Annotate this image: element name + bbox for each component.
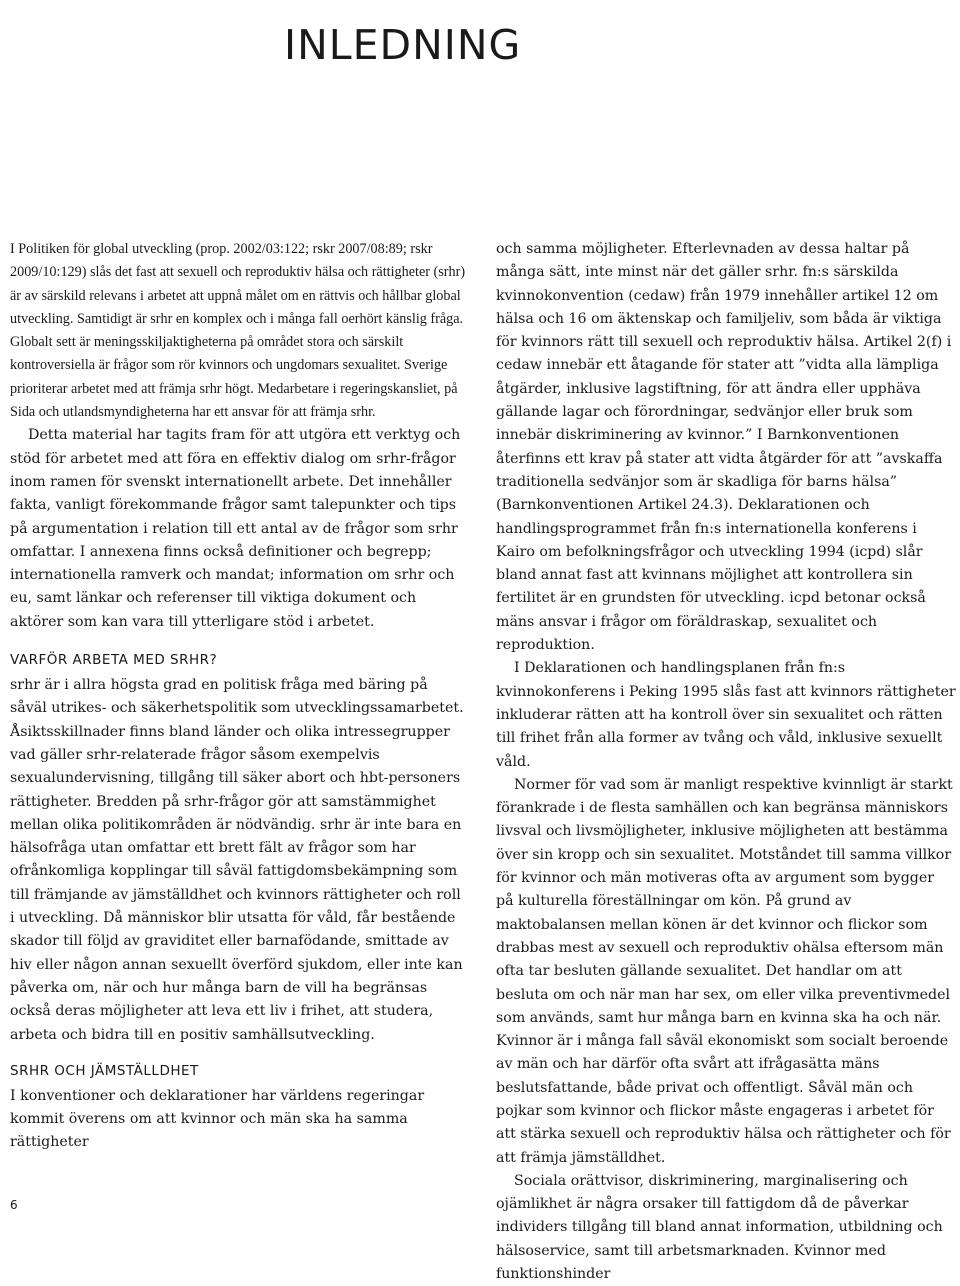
equality-paragraph-start: I konventioner och deklarationer har världens regeringar kommit överens om att kvinnor och män ska ha samma rättigheter	[10, 1087, 425, 1151]
equality-paragraph-continued: och samma möjligheter. Efterlevnaden av dessa haltar på många sätt, inte minst när det gäller srhr. fn:s särskilda kvinnokonvention (cedaw) från 1979 innehåller artikel 12 om hälsa och 16 om äktenskap och familjeliv, som båda är viktiga för kvinnors rätt till sexuell och reproduktiv hälsa. Artikel 2(f) i cedaw innebär ett åtagande för stater att ”vidta alla lämpliga åtgärder, inklusive lagstiftning, för att ändra eller upphäva gällande lagar och förordningar, sedvänjor eller bruk som innebär diskriminering av kvinnor.” I Barnkonventionen återfinns ett krav på stater att vidta åtgärder för att ”avskaffa traditionella sedvänjor som är skadliga för barns hälsa” (Barnkonventionen Artikel 24.3). Deklarationen och handlingsprogrammet från fn:s internationella konferens i Kairo om befolkningsfrågor och utveckling 1994 (icpd) slår bland annat fast att kvinnans möjlighet att kontrollera sin fertilitet är en grundsten för utveckling. icpd betonar också mäns ansvar i frågor om föräldraskap, sexualitet och reproduktion.	[496, 241, 952, 654]
section-heading-why-srhr: VARFÖR ARBETA MED SRHR?	[10, 652, 218, 669]
left-column	[10, 238, 466, 1155]
social-injustice-paragraph: Sociala orättvisor, diskriminering, marginalisering och ojämlikhet är några orsaker till fattigdom då de påverkar individers tillgång till bland annat information, utbildning och hälsoservice, samt till arbetsmarknaden. Kvinnor med funktionshinder	[496, 1172, 943, 1283]
purpose-paragraph: Detta material har tagits fram för att utgöra ett verktyg och stöd för arbetet med att föra en effektiv dialog om srhr-frågor inom ramen för svenskt internationellt arbete. Det innehåller fakta, vanligt förekommande frågor samt talepunkter och tips på argumentation i relation till ett antal av de frågor som srhr omfattar. I annexena finns också definitioner och begrepp; internationella ramverk och mandat; information om srhr och eu, samt länkar och referenser till viktiga dokument och aktörer som kan vara till ytterligare stöd i arbetet.	[10, 427, 461, 630]
intro-paragraph: I Politiken för global utveckling (prop. 2002/03:122; rskr 2007/08:89; rskr 2009/10:129) slås det fast att sexuell och reproduktiv hälsa och rättigheter (srhr) är av särskild relevans i arbetet att uppnå målet om en rättvis och hållbar global utveckling. Samtidigt är srhr en komplex och i många fall oerhört känslig fråga. Globalt sett är meningsskiljaktigheterna på området stora och särskilt kontroversiella är frågor som rör kvinnors och ungdomars sexualitet. Sverige prioriterar arbetet med att främja srhr högt. Medarbetare i regeringskansliet, på Sida och utlandsmyndigheterna har ett ansvar för att främja srhr.	[10, 241, 466, 421]
page-title: INLEDNING	[284, 21, 522, 70]
page-number: 6	[10, 1198, 18, 1212]
norms-paragraph: Normer för vad som är manligt respektive kvinnligt är starkt förankrade i de flesta samhällen och kan begränsa människors livsval och livsmöjligheter, inklusive möjligheten att bestämma över sin kropp och sin sexualitet. Motståndet till samma villkor för kvinnor och män motiveras ofta av argument som bygger på kulturella föreställningar om kön. På grund av maktobalansen mellan könen är det kvinnor och flickor som drabbas mest av sexuell och reproduktiv ohälsa eftersom män ofta tar besluten gällande sexualitet. Det handlar om att besluta om och när man har sex, om eller vilka preventivmedel som används, samt hur många barn en kvinna ska ha och när. Kvinnor är i många fall såväl ekonomiskt som socialt beroende av män och har därför ofta svårt att ifrågasätta mäns beslutsfattande, både privat och offentligt. Såväl män och pojkar som kvinnor och flickor måste engageras i arbetet för att stärka sexuell och reproduktiv hälsa och rättigheter och för att främja jämställdhet.	[496, 776, 953, 1166]
right-column	[496, 238, 956, 1286]
why-srhr-paragraph: srhr är i allra högsta grad en politisk fråga med bäring på såväl utrikes- och säkerhetspolitik som utvecklingssamarbetet. Åsiktsskillnader finns bland länder och olika intressegrupper vad gäller srhr-relaterade frågor såsom exempelvis sexualundervisning, tillgång till säker abort och hbt-personers rättigheter. Bredden på srhr-frågor gör att samstämmighet mellan olika politikområden är nödvändig. srhr är inte bara en hälsofråga utan omfattar ett brett fält av frågor som har ofrånkomliga kopplingar till såväl fattigdomsbekämpning som till främjande av jämställdhet och kvinnors rättigheter och roll i utveckling. Då människor blir utsatta för våld, får bestående skador till följd av graviditet eller barnafödande, smittade av hiv eller någon annan sexuellt överförd sjukdom, eller inte kan påverka om, när och hur många barn de vill ha begränsas också deras möjligheter att leva ett liv i frihet, att studera, arbeta och bidra till en positiv samhällsutveckling.	[10, 677, 464, 1043]
beijing-paragraph: I Deklarationen och handlingsplanen från fn:s kvinnokonferens i Peking 1995 slås fast att kvinnors rättigheter inkluderar rätten att ha kontroll över sin sexualitet och rätten till frihet från alla former av tvång och våld, inklusive sexuellt våld.	[496, 660, 956, 770]
section-heading-srhr-equality: SRHR OCH JÄMSTÄLLDHET	[10, 1062, 199, 1079]
